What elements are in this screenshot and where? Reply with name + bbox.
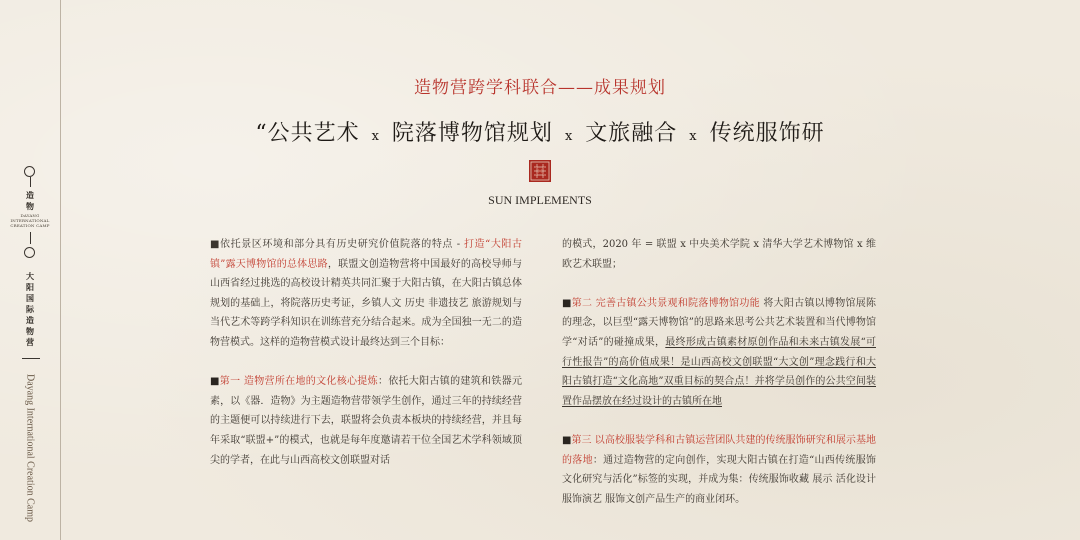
rail-char: 造 xyxy=(26,315,34,325)
paragraph-continuation: 的模式，2020 年 = 联盟 x 中央美术学院 x 清华大学艺术博物馆 x 维欧艺术联盟； xyxy=(562,239,876,270)
rail-char: 阳 xyxy=(26,282,34,292)
rail-char: 大 xyxy=(26,271,34,281)
headline-part: 院落博物馆规划 xyxy=(391,121,553,146)
bullet-square-icon: ■ xyxy=(210,376,220,388)
right-column xyxy=(562,235,876,509)
headline-part: “公共艺术 xyxy=(255,121,360,146)
highlight-text: 第三 以高校服装学科和古镇运营团队共建的传统服饰研究和展示基地的落地 xyxy=(562,434,876,466)
rail-char: 物 xyxy=(26,201,34,211)
seal-stamp-icon xyxy=(529,160,551,182)
rail-tiny-text: INTERNATIONAL xyxy=(10,218,50,223)
left-column xyxy=(210,235,522,470)
highlight-text: 第一 造物营所在地的文化核心提炼 xyxy=(219,376,378,388)
rail-circle-icon xyxy=(24,247,35,258)
headline-separator: x xyxy=(564,129,574,144)
highlight-text: 第二 完善古镇公共景观和院落博物馆功能 xyxy=(571,297,760,309)
headline-part: 传统服饰研 xyxy=(709,121,825,146)
paragraph-intro xyxy=(210,235,522,353)
rail-char: 物 xyxy=(26,326,34,336)
rail-line xyxy=(30,177,31,187)
paragraph-goal-3 xyxy=(562,431,876,509)
section-subtitle: 造物营跨学科联合——成果规划 xyxy=(414,78,666,98)
rail-vertical-text: Dayang International Creation Camp xyxy=(24,373,36,523)
headline-separator: x xyxy=(371,129,380,144)
bullet-square-icon: ■ xyxy=(562,297,572,309)
rail-tiny-text: CREATION CAMP xyxy=(10,223,50,228)
headline-part: 文旅融合 xyxy=(585,121,678,146)
text: ，联盟文创造物营将中国最好的高校导师与山西省经过挑选的高校设计精英共同汇聚于大阳古镇，在大阳古镇总体规划的基础上，将院落历史考证，乡镇人文 历史 非遗技艺 旅游规划与当代艺术等跨学科知识在训练营充分结合起来。成为全国独一无二的造物营模式。这样的造物营模式设计最终达到三个目标： xyxy=(210,258,522,348)
text: ■依托景区环境和部分具有历史研究价值院落的特点 - xyxy=(210,239,464,250)
rail-char: 际 xyxy=(26,304,34,314)
headline xyxy=(0,116,1080,147)
text: ：通过造物营的定向创作，实现大阳古镇在打造“山西传统服饰文化研究与活化”标签的实现，并成为集：传统服饰收藏 展示 活化设计 服饰演艺 服饰文创产品生产的商业闭环。 xyxy=(562,454,876,505)
paragraph-goal-1 xyxy=(210,372,522,470)
text: ：依托大阳古镇的建筑和铁器元素，以《器．造物》为主题造物营带领学生创作，通过三年的持续经营的主题便可以持续进行下去，联盟将会负责本板块的持续经营，并且每年采取“联盟+”的模式，也就是每年度邀请若干位全国艺术学科领域顶尖的学者，在此与山西高校文创联盟对话 xyxy=(210,376,522,466)
rail-circle-icon xyxy=(24,166,35,177)
rail-tiny-text: DAYANG xyxy=(20,213,40,218)
text: 将大阳古镇以博物馆展陈的理念，以巨型“露天博物馆”的思路来思考公共艺术装置和当代博物馆学“对话”的碰撞成果， xyxy=(562,297,876,348)
headline-separator: x xyxy=(689,129,698,144)
rail-line xyxy=(30,232,31,244)
brand-name: SUN IMPLEMENTS xyxy=(488,193,592,207)
bullet-square-icon: ■ xyxy=(562,434,572,446)
rail-char: 营 xyxy=(26,337,34,347)
rail-char: 国 xyxy=(26,293,34,303)
underlined-text: 最终形成古镇素材原创作品和未来古镇发展“可行性报告”的高价值成果！是山西高校文创联盟“大文创”理念践行和大阳古镇打造“文化高地”双重目标的契合点！并将学员创作的公共空间装置作品摆放在经过设计的古镇所在地 xyxy=(562,336,876,407)
paragraph-goal-2 xyxy=(562,294,876,412)
highlight-text: 打造“大阳古镇”露天博物馆的总体思路 xyxy=(210,239,522,270)
rail-char: 造 xyxy=(26,190,34,200)
rail-divider xyxy=(22,358,40,359)
